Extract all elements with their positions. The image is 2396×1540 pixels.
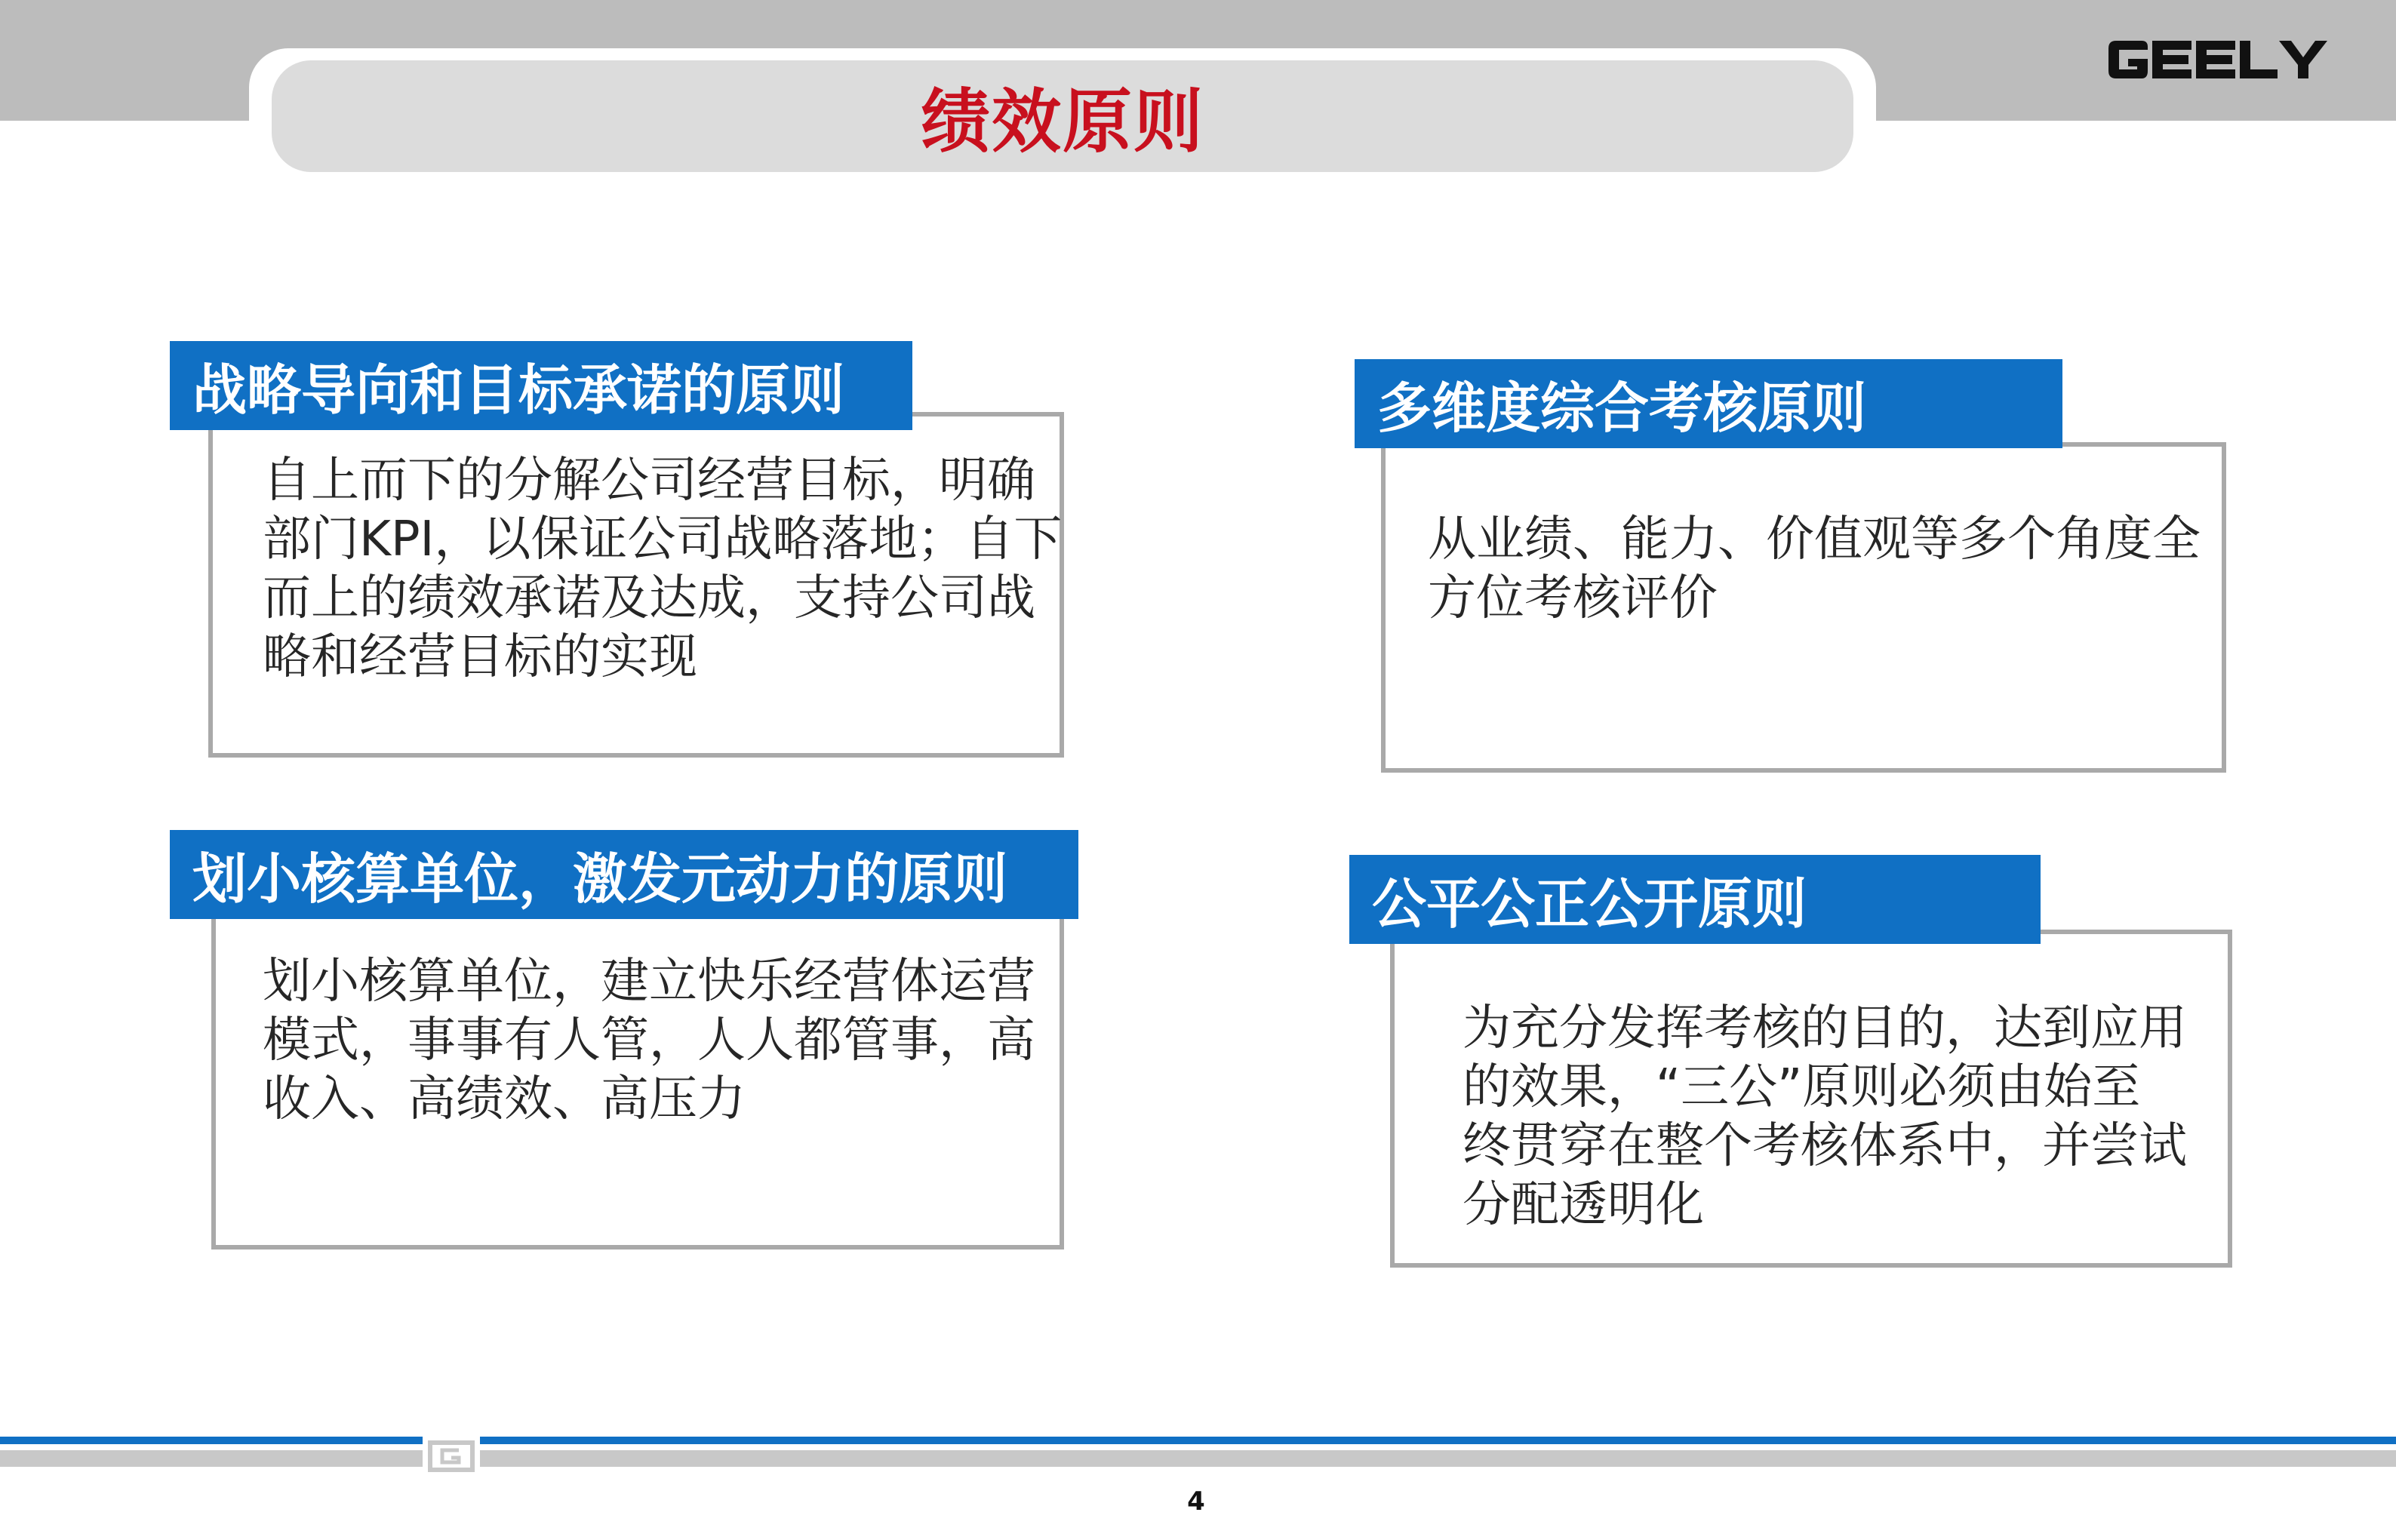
text-line: 略和经营目标的实现 <box>263 629 697 685</box>
principle-text-accounting-unit <box>263 952 1063 1129</box>
footer-blue-rule <box>0 1437 2396 1444</box>
text-line: 从业绩、能力、价值观等多个角度全 <box>1428 512 2201 567</box>
principle-text-fairness <box>1463 999 2225 1234</box>
text-line: 自上而下的分解公司经营目标，明确 <box>263 453 1035 509</box>
footer-gray-band <box>0 1450 2396 1467</box>
principle-text-multidimensional <box>1428 510 2220 628</box>
principle-header-accounting-unit: 划小核算单位，激发元动力的原则 <box>170 830 1078 919</box>
text-line: 为充分发挥考核的目的，达到应用 <box>1463 1001 2187 1056</box>
title-pill <box>272 60 1853 172</box>
text-line: 分配透明化 <box>1463 1177 1704 1233</box>
text-line: 的效果，“三公”原则必须由始至 <box>1463 1059 2141 1115</box>
text-line: 部门KPI，以保证公司战略落地；自下 <box>263 512 1063 567</box>
text-line: 终贯穿在整个考核体系中，并尝试 <box>1463 1118 2187 1174</box>
principle-header-strategy: 战略导向和目标承诺的原则 <box>170 341 912 430</box>
text-line: 收入、高绩效、高压力 <box>263 1071 746 1127</box>
slide-title: 绩效原则 <box>920 81 1204 162</box>
text-line: 模式，事事有人管，人人都管事，高 <box>263 1013 1035 1068</box>
footer-logo-mark <box>423 1437 480 1476</box>
principle-text-strategy <box>263 451 1063 687</box>
text-line: 划小核算单位，建立快乐经营体运营 <box>263 954 1035 1010</box>
geely-logo <box>2105 33 2332 86</box>
principle-header-fairness: 公平公正公开原则 <box>1349 855 2041 944</box>
page-number: 4 <box>1187 1486 1205 1517</box>
text-line: 方位考核评价 <box>1428 570 1718 626</box>
principle-header-multidimensional: 多维度综合考核原则 <box>1355 359 2062 448</box>
text-line: 而上的绩效承诺及达成，支持公司战 <box>263 570 1035 626</box>
